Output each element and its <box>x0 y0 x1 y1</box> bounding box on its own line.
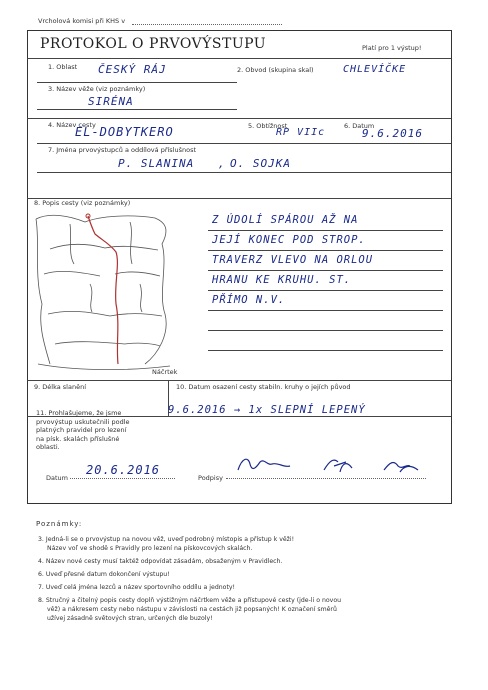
route-sketch <box>30 204 180 374</box>
description-line-1: Z ÚDOLÍ SPÁROU AŽ NA <box>212 214 359 226</box>
sketch-drawing <box>30 204 180 374</box>
note-8: 8. Stručný a čitelný popis cesty doplň výstižným náčrtkem věže a přístupové cesty (jde-li o novou <box>38 597 342 604</box>
climber-1: P. SLANINA <box>118 157 195 170</box>
field-label-description: 8. Popis cesty (viz poznámky) <box>34 199 131 207</box>
field-value-route: EL-DOBYTKERO <box>75 125 174 139</box>
note-4: 4. Název nové cesty musí taktéž odpovídat zásadám, obsaženým v Pravidlech. <box>38 558 283 565</box>
field-label-tower: 3. Název věže (viz poznámky) <box>48 85 146 93</box>
description-line-2: JEJÍ KONEC POD STROP. <box>212 234 366 246</box>
field-label-bolt-date: 10. Datum osazení cesty stabiln. kruhy o jejích původ <box>176 383 351 391</box>
note-3: 3. Jedná-li se o prvovýstup na novou věž, uveď podrobný místopis a přístup k věži! <box>38 536 295 543</box>
notes-heading: Poznámky: <box>36 520 83 528</box>
note-3b: Název voľ ve shodě s Pravidly pro lezení na pískovcových skalách. <box>47 545 253 552</box>
field-label-subregion: 2. Obvod (skupina skal) <box>237 66 314 74</box>
signature-date-label: Datum <box>46 474 68 482</box>
field-label-climbers: 7. Jména prvovýstupců a oddílová příslušnost <box>48 146 197 154</box>
field-label-rappel: 9. Délka slanění <box>34 383 86 391</box>
field-label-region: 1. Oblast <box>48 63 78 71</box>
field-label-grade: 5. Obtížnost <box>248 122 288 130</box>
field-value-bolt-date: 9.6.2016 → 1x SLEPNÍ LEPENÝ <box>168 404 366 416</box>
description-line-4: HRANU KE KRUHU. ST. <box>212 274 352 286</box>
field-label-date: 6. Datum <box>344 122 375 130</box>
sketch-label: Náčrtek <box>152 368 178 376</box>
climber-2: O. SOJKA <box>230 157 291 170</box>
field-value-tower: SIRÉNA <box>88 95 134 108</box>
description-line-3: TRAVERZ VLEVO NA ORLOU <box>212 254 374 266</box>
note-7: 7. Uveď celá jména lezců a název sportovního oddílu a jednoty! <box>38 584 236 591</box>
field-value-subregion: CHLEVÍČKE <box>343 64 407 75</box>
page-title: PROTOKOL O PRVOVÝSTUPU <box>40 36 267 52</box>
description-line-5: PŘÍMO N.V. <box>212 294 286 306</box>
field-value-date: 9.6.2016 <box>362 127 423 140</box>
field-value-region: ČESKÝ RÁJ <box>98 63 167 76</box>
signatures-label: Podpisy <box>198 474 223 482</box>
committee-label: Vrcholová komisi při KHS v <box>38 17 126 25</box>
field-value-grade: RP VIIc <box>276 127 326 138</box>
note-6: 6. Uveď přesné datum dokončení výstupu! <box>38 571 170 578</box>
field-label-route: 4. Název cesty <box>48 121 96 129</box>
declaration-text: 11. Prohlašujeme, že jsme prvovýstup uskutečnili podle platných pravidel pro lezení na písk. skalách příslušné oblasti. <box>36 409 130 451</box>
climber-separator: , <box>218 157 226 170</box>
valid-note: Platí pro 1 výstup! <box>362 44 422 52</box>
signatures-scribble <box>234 452 434 478</box>
note-8c: užívej zásadně světových stran, určených dle buzoly! <box>47 615 213 622</box>
note-8b: věž) a nákresem cesty nebo nástupu v závislosti na cestách již popsaných! K označení směrů <box>47 606 337 613</box>
signature-date-value: 20.6.2016 <box>86 463 161 477</box>
